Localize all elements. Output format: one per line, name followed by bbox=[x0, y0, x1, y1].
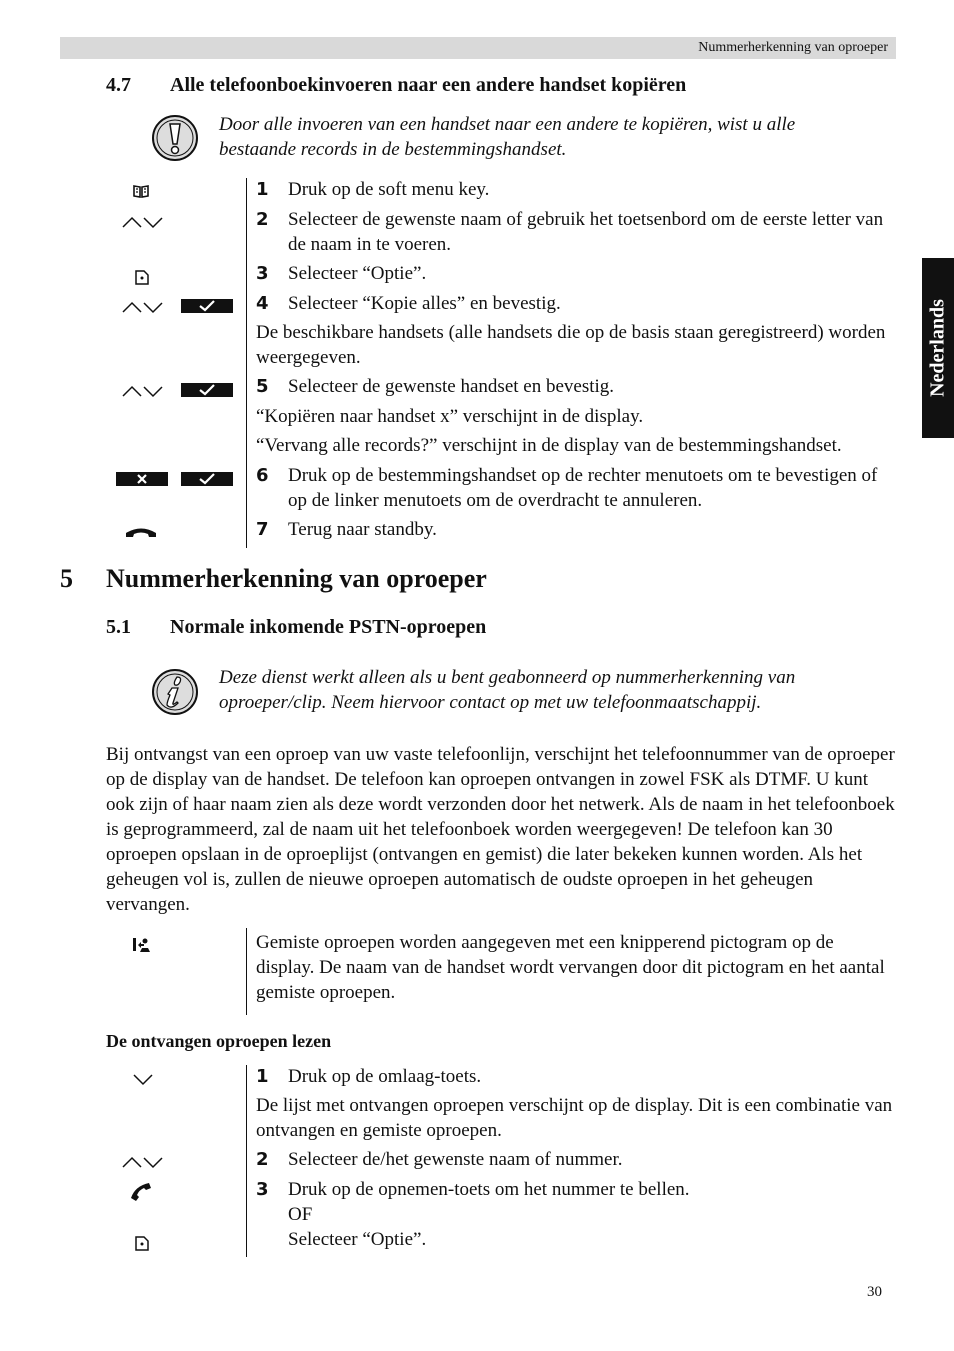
missed-call-icon bbox=[132, 937, 150, 958]
phonebook-icon bbox=[133, 184, 149, 203]
up-down-keys-icon bbox=[122, 1155, 164, 1174]
section-title: Normale inkomende PSTN-oproepen bbox=[170, 616, 487, 638]
step-number: 3 bbox=[256, 263, 269, 284]
step-text: Druk op de opnemen-toets om het nummer te bellen. bbox=[288, 1179, 690, 1200]
body-paragraph: Bij ontvangst van een oproep van uw vaste telefoonlijn, verschijnt het telefoonnummer van de oproeper op de display van de handset. De telefoon kan oproepen ontvangen in zowel FSK als DTMF. U kunt ook zijn of haar naam zien als deze wordt verzonden door het netwerk. Als de naam in het telefoonboek is geprogrammeerd, zal de naam uit het telefoonboek worden weergegeven! De telefoon kan 30 oproepen opslaan in de oproeplijst (ontvangen en gemist) die later bekeken kunnen worden. Als het geheugen vol is, zullen de nieuwe oproepen automatisch de oudste oproepen in het geheugen vervangen. bbox=[106, 744, 895, 915]
page-number: 30 bbox=[867, 1284, 882, 1300]
call-key-icon bbox=[129, 1181, 153, 1206]
step-number: 4 bbox=[256, 293, 269, 314]
or-text: OF bbox=[288, 1204, 313, 1225]
step-text: Selecteer de gewenste naam of gebruik het toetsenbord om de eerste letter van de naam in te voeren. bbox=[288, 209, 884, 255]
paragraph: “Kopiëren naar handset x” verschijnt in de display. bbox=[256, 406, 644, 427]
step-number: 3 bbox=[256, 1179, 269, 1200]
warning-note: Door alle invoeren van een handset naar een andere te kopiëren, wist u alle bestaande records in de bestemmingshandset. bbox=[219, 114, 796, 160]
chapter-title: Nummerherkenning van oproeper bbox=[106, 564, 487, 593]
missed-calls-note: Gemiste oproepen worden aangegeven met een knipperend pictogram op de display. De naam van de handset wordt vervangen door dit pictogram en het aantal gemiste oproepen. bbox=[256, 932, 885, 1003]
warning-icon bbox=[151, 114, 199, 167]
info-note: Deze dienst werkt alleen als u bent geabonneerd op nummerherkenning van oproeper/clip. Neem hiervoor contact op met uw telefoonmaatschappij. bbox=[219, 667, 796, 713]
step-text: Druk op de soft menu key. bbox=[288, 179, 490, 200]
menu-key-icon bbox=[135, 1236, 149, 1256]
hang-up-icon bbox=[124, 526, 158, 545]
step-number: 2 bbox=[256, 209, 269, 230]
step-number: 5 bbox=[256, 376, 269, 397]
step-number: 6 bbox=[256, 465, 269, 486]
paragraph: De lijst met ontvangen oproepen verschijnt op de display. Dit is een combinatie van ontvangen en gemiste oproepen. bbox=[256, 1095, 893, 1141]
info-icon bbox=[151, 668, 199, 721]
running-title: Nummerherkenning van oproeper bbox=[698, 40, 888, 55]
steps-divider bbox=[246, 178, 247, 548]
step-number: 2 bbox=[256, 1149, 269, 1170]
step-text: Druk op de omlaag-toets. bbox=[288, 1066, 482, 1087]
cancel-softkey-icon bbox=[116, 472, 168, 486]
running-header bbox=[60, 37, 896, 59]
confirm-softkey-icon bbox=[181, 299, 233, 313]
language-side-tab bbox=[922, 258, 954, 438]
down-key-icon bbox=[133, 1072, 153, 1091]
confirm-softkey-icon bbox=[181, 472, 233, 486]
menu-key-icon bbox=[135, 270, 149, 290]
step-text: Druk op de bestemmingshandset op de rechter menutoets om te bevestigen of op de linker menutoets om de overdracht te annuleren. bbox=[288, 465, 878, 511]
chapter-number: 5 bbox=[60, 564, 73, 593]
section-number: 4.7 bbox=[106, 74, 131, 96]
section-number: 5.1 bbox=[106, 616, 131, 638]
note-divider bbox=[246, 928, 247, 1015]
up-down-keys-icon bbox=[122, 215, 164, 234]
steps-divider bbox=[246, 1065, 247, 1257]
paragraph: “Vervang alle records?” verschijnt in de display van de bestemmingshandset. bbox=[256, 435, 842, 456]
subsection-title: De ontvangen oproepen lezen bbox=[106, 1031, 332, 1051]
step-text: Selecteer “Kopie alles” en bevestig. bbox=[288, 293, 561, 314]
up-down-keys-icon bbox=[122, 384, 164, 403]
step-text: Selecteer de gewenste handset en bevestig. bbox=[288, 376, 615, 397]
side-tab-label: Nederlands bbox=[926, 299, 949, 397]
step-text: Terug naar standby. bbox=[288, 519, 437, 540]
paragraph: De beschikbare handsets (alle handsets die op de basis staan geregistreerd) worden weergegeven. bbox=[256, 322, 886, 368]
option-text: Selecteer “Optie”. bbox=[288, 1229, 427, 1250]
step-text: Selecteer “Optie”. bbox=[288, 263, 427, 284]
step-number: 7 bbox=[256, 519, 269, 540]
step-text: Selecteer de/het gewenste naam of nummer. bbox=[288, 1149, 623, 1170]
confirm-softkey-icon bbox=[181, 383, 233, 397]
step-number: 1 bbox=[256, 179, 269, 200]
up-down-keys-icon bbox=[122, 300, 164, 319]
step-number: 1 bbox=[256, 1066, 269, 1087]
section-title: Alle telefoonboekinvoeren naar een andere handset kopiëren bbox=[170, 74, 687, 96]
